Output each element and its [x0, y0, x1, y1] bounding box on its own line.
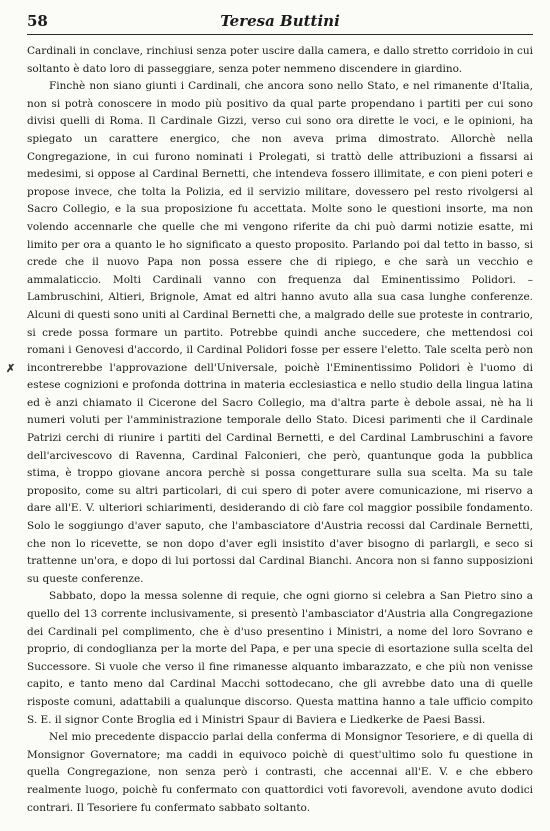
paragraph: Finchè non siano giunti i Cardinali, che ancora sono nello Stato, e nel rimanente d'Italia, non si potrà conoscere in modo più positivo da qual parte propendano i partiti per cui sono divisi quelli di Roma. Il Cardinale Gizzi, verso cui sono ora dirette le voci, e le opinioni, ha spiegato un carattere energico, che non aveva prima dimostrato. Allorchè nella Congregazione, in cui furono nominati i Prolegati, si trattò delle attribuzioni a fissarsi ai medesimi, si oppose al Cardinal Bernetti, che intendeva fossero illimitate, e con pieni poteri e propose invece, che tolta la Polizia, ed il servizio militare, dovessero pel resto rivolgersi al Sacro Collegio, e la sua proposizione fu accettata. Molte sono le questioni insorte, ma non volendo accennarle che quelle che mi vengono riferite da chi può darmi notizie esatte, mi limito per ora a quanto le ho significato a questo proposito. Parlando poi dal tetto in basso, si crede che il nuovo Papa non possa essere che di ripiego, e che sarà un vecchio e ammalaticcio. Molti Cardinali vanno con frequenza dal Eminentissimo Polidori. – Lambruschini, Altieri, Brignole, Amat ed altri hanno avuto alla sua casa lunghe conferenze. Alcuni di questi sono uniti al Cardinal Bernetti che, a malgrado delle sue proteste in contrario, si crede possa formare un partito. Potrebbe quindi anche succedere, che mettendosi coi romani i Genovesi d'accordo, il Cardinal Polidori fosse per essere l'eletto. Tale scelta però non incontrerebbe l'approvazione dell'Universale, poichè l'Eminentissimo Polidori è l'uomo di estese cognizioni e profonda dottrina in materia ecclesiastica e nello studio della lingua latina ed è anzi chiamato il Cicerone del Sacro Collegio, ma d'altra parte è debole assai, nè ha li numeri voluti per l'amministrazione temporale dello Stato. Dicesi parimenti che il Cardinale Patrizi cerchi di riunire i partiti del Cardinal Bernetti, e del Cardinal Lambruschini a favore dell'arcivescovo di Ravenna, Cardinal Falconieri, che però, quantunque goda la pubblica stima, è troppo giovane ancora perchè si possa congetturare sulla sua scelta. Ma su tale proposito, come su altri particolari, di cui spero di poter avere comunicazione, mi riservo a dare all'E. V. ulteriori schiarimenti, desiderando di ciò fare col maggior possibile fondamento. Solo le soggiungo d'aver saputo, che l'ambasciatore d'Austria recossi dal Cardinale Bernetti, che non lo ricevette, se non dopo d'aver egli insistito d'aver bisogno di parlargli, e seco si trattenne un'ora, e dopo di lui portossi dal Cardinal Bianchi. Ancora non si fanno supposizioni su queste conferenze. [27, 80, 533, 585]
paragraph: Sabbato, dopo la messa solenne di requie, che ogni giorno si celebra a San Pietro sino a quello del 13 corrente inclusivamente, si presentò l'ambasciator d'Austria alla Congregazione dei Cardinali pel complimento, che è d'uso presentino i Ministri, a nome del loro Sovrano e proprio, di condoglianza per la morte del Papa, e per una specie di esortazione sulla scelta del Successore. Si vuole che verso il fine rimanesse alquanto imbarazzato, e che più non venisse capito, e tanto meno dal Cardinal Macchi sottodecano, che gli avrebbe dato una di quelle risposte comuni, adattabili a qualunque discorso. Questa mattina hanno a tale ufficio compito S. E. il signor Conte Broglia ed i Ministri Spaur di Baviera e Liedkerke de Paesi Bassi. [27, 590, 533, 726]
page-header [27, 10, 533, 35]
paragraph: Nel mio precedente dispaccio parlai della conferma di Monsignor Tesoriere, e di quella di Monsignor Governatore; ma caddi in equivoco poichè di quest'ultimo solo fu questione in quella Congregazione, non senza però i contrasti, che accennai all'E. V. e che ebbero realmente luogo, poichè fu confermato con quattordici voti favorevoli, avendone avuto dodici contrari. Il Tesoriere fu confermato sabbato soltanto. [27, 731, 533, 814]
page-number: 58 [27, 12, 48, 30]
paragraph-continued: Cardinali in conclave, rinchiusi senza poter uscire dalla camera, e dallo stretto corridoio in cui soltanto è dato loro di passeggiare, senza poter nemmeno discendere in giardino. [27, 45, 533, 75]
running-head: Teresa Buttini [220, 12, 340, 30]
body-text [27, 43, 533, 817]
margin-mark: ✗ [6, 362, 16, 375]
